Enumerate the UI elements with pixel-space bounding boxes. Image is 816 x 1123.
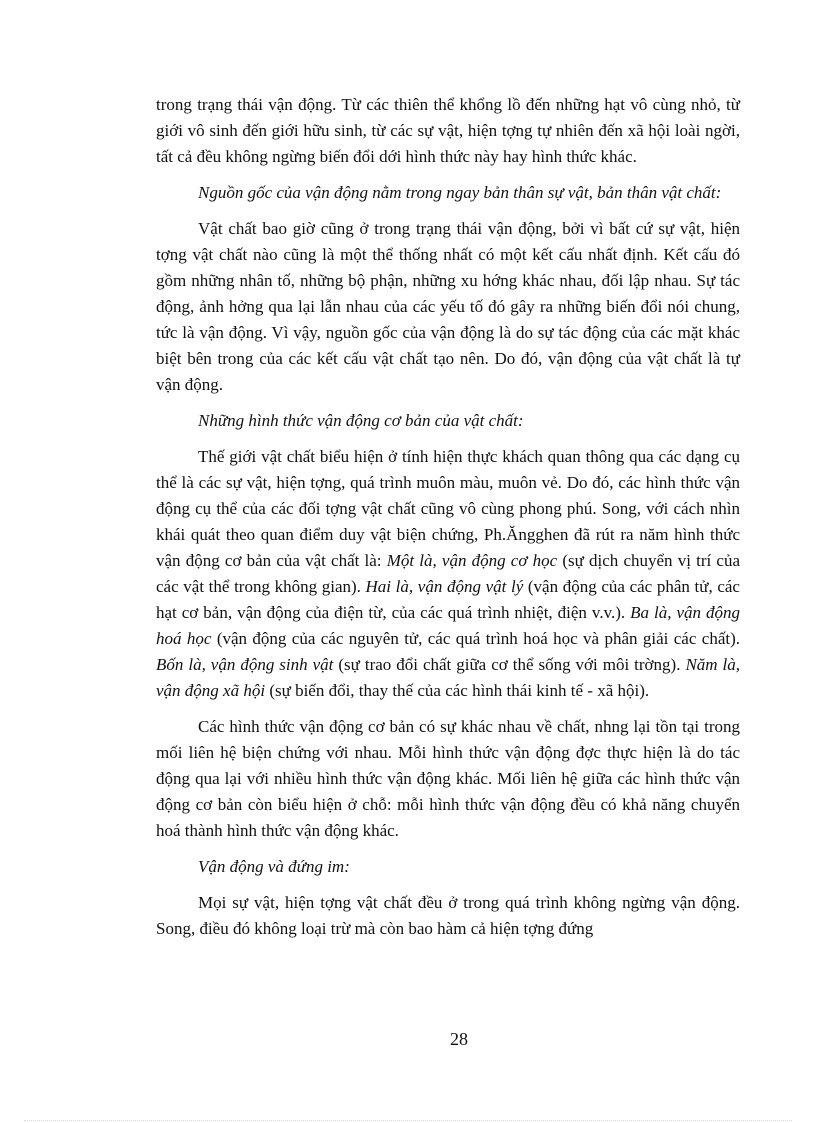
form-physical-desc: (vận động của các phân tử, các hạt cơ bản, vận động của điện từ, của các quá trình nhiệt, điện v.v.). [156, 577, 740, 622]
paragraph-continuation: trong trạng thái vận động. Từ các thiên thể khổng lồ đến những hạt vô cùng nhỏ, từ giới vô sinh đến giới hữu sinh, từ các sự vật, hiện tợng tự nhiên đến xã hội loài ngời, tất cả đều không ngừng biến đổi dới hình thức này hay hình thức khác. [156, 95, 740, 166]
paragraph-basic-forms [156, 444, 740, 704]
form-physical: Hai là, vận động vật lý [365, 577, 524, 596]
basic-forms-intro: Thế giới vật chất biểu hiện ở tính hiện thực khách quan thông qua các dạng cụ thể là các sự vật, hiện tợng, quá trình muôn màu, muôn vẻ. Do đó, các hình thức vận động cụ thể của các đối tợng vật chất cũng vô cùng phong phú. Song, với cách nhìn khái quát theo quan điểm duy vật biện chứng, Ph.Ăngghen đã rút ra năm hình thức vận động cơ bản của vật chất là: [156, 447, 740, 570]
form-social: Năm là, vận động xã hội [156, 655, 741, 700]
heading-basic-forms: Những hình thức vận động cơ bản của vật chất: [198, 411, 524, 430]
paragraph-form-relations: Các hình thức vận động cơ bản có sự khác nhau về chất, nhng lại tồn tại trong mối liên hệ biện chứng với nhau. Mỗi hình thức vận động đợc thực hiện là do tác động qua lại với nhiều hình thức vận động khác. Mối liên hệ giữa các hình thức vận động cơ bản còn biểu hiện ở chỗ: mỗi hình thức vận động đều có khả năng chuyển hoá thành hình thức vận động khác. [156, 717, 740, 840]
form-mechanical: Một là, vận động cơ học [386, 551, 558, 570]
heading-motion-and-rest: Vận động và đứng im: [198, 857, 350, 876]
footer-divider [24, 1120, 792, 1121]
paragraph-source-of-motion: Vật chất bao giờ cũng ở trong trạng thái vận động, bởi vì bất cứ sự vật, hiện tợng vật chất nào cũng là một thể thống nhất có một kết cấu nhất định. Kết cấu đó gồm những nhân tố, những bộ phận, những xu hớng khác nhau, đối lập nhau. Sự tác động, ảnh hởng qua lại lẫn nhau của các yếu tố đó gây ra những biến đổi nói chung, tức là vận động. Vì vậy, nguồn gốc của vận động là do sự tác động của các mặt khác biệt bên trong của các kết cấu vật chất tạo nên. Do đó, vận động của vật chất là tự vận động. [156, 219, 740, 394]
form-biological-desc: (sự trao đổi chất giữa cơ thể sống với môi trờng). [333, 655, 686, 674]
form-social-desc: (sự biến đổi, thay thế của các hình thái kinh tế - xã hội). [265, 681, 650, 700]
form-chemical-desc: (vận động của các nguyên tử, các quá trình hoá học và phân giải các chất). [211, 629, 741, 648]
page-number: 28 [450, 1029, 468, 1049]
heading-source-of-motion: Nguồn gốc của vận động nằm trong ngay bản thân sự vật, bản thân vật chất: [198, 183, 722, 202]
page-body [156, 92, 740, 942]
form-mechanical-desc: (sự dịch chuyển vị trí của các vật thể trong không gian). [156, 551, 740, 596]
paragraph-motion-and-rest: Mọi sự vật, hiện tợng vật chất đều ở trong quá trình không ngừng vận động. Song, điều đó không loại trừ mà còn bao hàm cả hiện tợng đứng [156, 893, 740, 938]
form-biological: Bốn là, vận động sinh vật [156, 655, 334, 674]
form-chemical: Ba là, vận động hoá học [156, 603, 740, 648]
